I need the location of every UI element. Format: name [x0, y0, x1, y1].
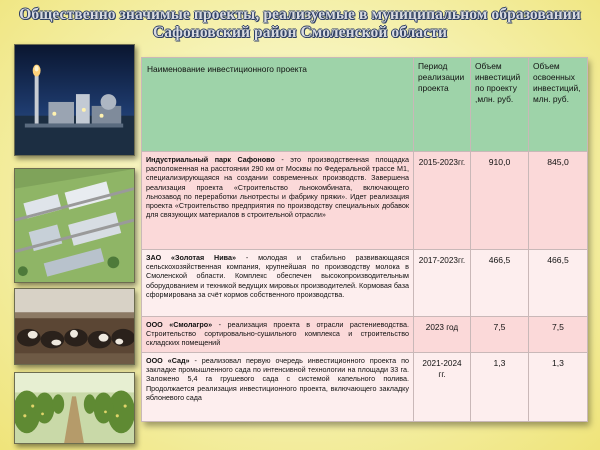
table-header-row [142, 58, 588, 152]
table-row [142, 250, 588, 317]
page-title [0, 6, 600, 41]
mastered-cell: 466,5 [529, 250, 588, 317]
mastered-cell: 845,0 [529, 152, 588, 250]
industrial-park-photo [14, 44, 135, 156]
investment-cell: 1,3 [471, 353, 529, 422]
table-row [142, 152, 588, 250]
project-name: ООО «Сад» [146, 356, 190, 365]
period-cell: 2017-2023гг. [414, 250, 471, 317]
column-header-mastered: Объем освоенных инвестиций, млн. руб. [529, 58, 588, 152]
investment-cell: 910,0 [471, 152, 529, 250]
period-cell: 2021-2024 гг. [414, 353, 471, 422]
dairy-farm-photo [14, 288, 135, 365]
park-plan-photo [14, 168, 135, 283]
table-row [142, 353, 588, 422]
orchard-photo [14, 372, 135, 444]
project-name: Индустриальный парк Сафоново [146, 155, 275, 164]
period-cell: 2015-2023гг. [414, 152, 471, 250]
project-description: - молодая и стабильно развивающаяся сельскохозяйственная компания, крупнейшая по производству молока в Смоленской области. Комплекс обеспечен высокопроизводительным оборудованием и техникой ведущих мировых производителей. Кормовая база сформирована за счёт кормов собственного производства. [146, 253, 409, 299]
column-header-period: Период реализации проекта [414, 58, 471, 152]
column-header-investment: Объем инвестиций по проекту ,млн. руб. [471, 58, 529, 152]
period-cell: 2023 год [414, 317, 471, 353]
column-header-project: Наименование инвестиционного проекта [142, 58, 414, 152]
table-row [142, 317, 588, 353]
investment-cell: 7,5 [471, 317, 529, 353]
mastered-cell: 1,3 [529, 353, 588, 422]
project-cell [142, 250, 414, 317]
project-description: - реализация проекта в отрасли растениеводства. Строительство сортировально-сушильного комплекса и строительство складских помещений [146, 320, 410, 348]
project-name: ООО «Смолагро» [146, 320, 213, 329]
project-cell [142, 317, 414, 353]
project-cell [142, 353, 414, 422]
project-name: ЗАО «Золотая Нива» [146, 253, 236, 262]
project-cell [142, 152, 414, 250]
title-line-2: Сафоновский район Смоленской области [152, 24, 448, 41]
project-description: - реализовал первую очередь инвестиционного проекта по закладке промышленного сада по интенсивной технологии на площади 33 га. Заложено 5,4 га грушевого сада с системой капельного полива. Продолжается реализация инвестиционного проекта, включающего закладку яблоневого сада [146, 356, 409, 402]
title-line-1: Общественно значимые проекты, реализуемые в муниципальном образовании [19, 6, 581, 23]
mastered-cell: 7,5 [529, 317, 588, 353]
project-description: - это производственная площадка расположенная на расстоянии 290 км от Москвы по Федеральной трассе М1, специализирующаяся на создании современных производств. Завершена реализация проекта «Строительство льнокомбината, включающего льнозавод по переработки льнотресты и фабрику пряжи». Идет реализация проекта «Строительство предприятия по производству специальных добавок для связующих материалов в строительной отрасли» [146, 155, 409, 220]
investment-projects-table [141, 57, 587, 422]
investment-cell: 466,5 [471, 250, 529, 317]
